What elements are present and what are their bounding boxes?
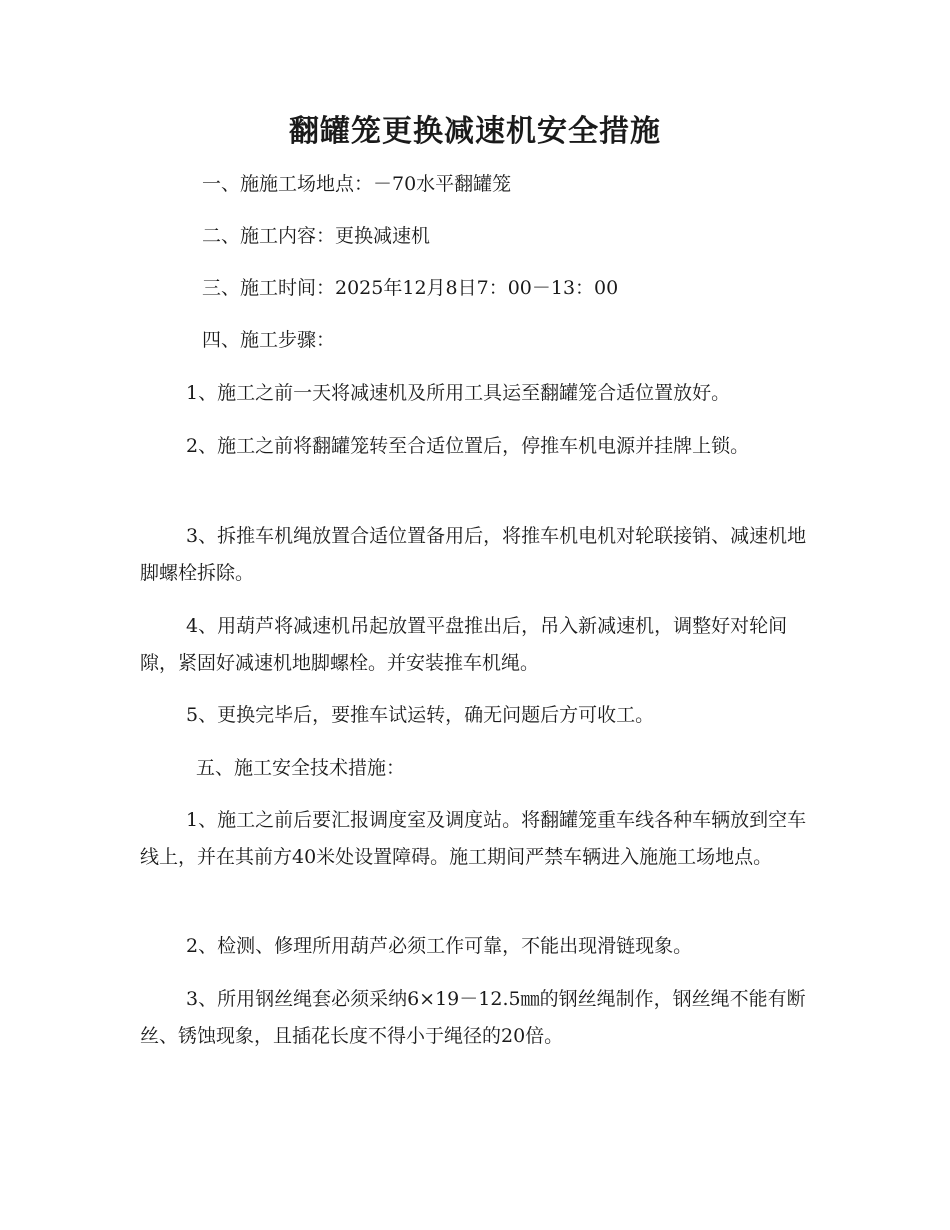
paragraph-site: 一、施施工场地点：－70水平翻罐笼 [202,173,512,195]
paragraph-step-2: 2、施工之前将翻罐笼转至合适位置后，停推车机电源并挂牌上锁。 [186,435,750,457]
document-title: 翻罐笼更换减速机安全措施 [289,114,661,149]
paragraph-safety-heading: 五、施工安全技术措施： [196,757,406,779]
paragraph-safety-3: 3、所用钢丝绳套必须采纳6×19－12.5㎜的钢丝绳制作，钢丝绳不能有断丝、锈蚀现象，且插花长度不得小于绳径的20倍。 [140,988,806,1047]
paragraph-step-4: 4、用葫芦将减速机吊起放置平盘推出后，吊入新减速机，调整好对轮间隙，紧固好减速机地脚螺栓。并安装推车机绳。 [140,615,788,674]
paragraph-steps-heading: 四、施工步骤： [202,329,336,351]
paragraph-step-3: 3、拆推车机绳放置合适位置备用后，将推车机电机对轮联接销、减速机地脚螺栓拆除。 [140,525,807,584]
paragraph-safety-2: 2、检测、修理所用葫芦必须工作可靠，不能出现滑链现象。 [186,935,693,957]
paragraph-step-5: 5、更换完毕后，要推车试运转，确无问题后方可收工。 [186,704,655,726]
paragraph-content: 二、施工内容：更换减速机 [202,225,431,247]
paragraph-time: 三、施工时间：2025年12月8日7：00－13：00 [202,277,619,299]
paragraph-step-1: 1、施工之前一天将减速机及所用工具运至翻罐笼合适位置放好。 [186,382,731,404]
paragraph-safety-1: 1、施工之前后要汇报调度室及调度站。将翻罐笼重车线各种车辆放到空车线上，并在其前方40米处设置障碍。施工期间严禁车辆进入施施工场地点。 [140,809,807,868]
